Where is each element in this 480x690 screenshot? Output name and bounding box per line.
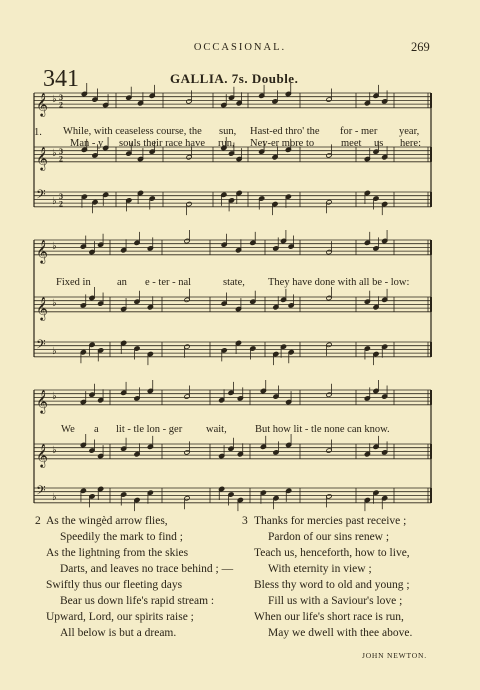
flat-sign: ♭ xyxy=(52,298,57,309)
treble-clef: 𝄞 xyxy=(36,388,48,413)
stanza-3-line: Thanks for mercies past receive ; xyxy=(254,515,407,527)
bass-clef: 𝄢 xyxy=(36,337,46,355)
stanza-3-line: Fill us with a Saviour's love ; xyxy=(268,595,403,607)
running-title: OCCASIONAL. xyxy=(193,42,287,53)
time-signature: 2 xyxy=(59,100,63,110)
lyric: run, xyxy=(218,138,235,149)
flat-sign: ♭ xyxy=(52,94,57,105)
flat-sign: ♭ xyxy=(52,346,57,357)
lyric: year, xyxy=(399,126,420,137)
author-credit: JOHN NEWTON. xyxy=(362,651,427,660)
time-signature: 3 xyxy=(59,147,63,156)
lyric: an xyxy=(117,277,127,288)
lyric: for - mer xyxy=(340,126,378,137)
time-signature: 3 xyxy=(59,93,63,102)
flat-sign: ♭ xyxy=(52,492,57,503)
flat-sign: ♭ xyxy=(52,241,57,252)
lyric: wait, xyxy=(206,424,227,435)
lyric: But how lit - tle none can know. xyxy=(255,424,390,435)
stanza-2-line: As the lightning from the skies xyxy=(46,547,189,559)
lyric: here: xyxy=(400,138,421,149)
stanza-2-line: Upward, Lord, our spirits raise ; xyxy=(46,611,194,623)
stanza-2-number: 2 xyxy=(35,515,41,527)
stanza-3-line: Pardon of our sins renew ; xyxy=(268,531,390,543)
time-signature: 2 xyxy=(59,199,63,209)
stanza-3-line: Bless thy word to old and young ; xyxy=(254,579,410,591)
lyric: Hast-ed thro' the xyxy=(250,126,320,137)
hymn-number: 341 xyxy=(43,66,79,92)
stanza-3-line: When our life's short race is run, xyxy=(254,611,404,623)
stanza-2-line: Bear us down life's rapid stream : xyxy=(60,595,215,607)
stanza-2-line: Speedily the mark to find ; xyxy=(60,531,183,543)
lyric: state, xyxy=(223,277,245,288)
stanza-2-line: Swiftly thus our fleeting days xyxy=(46,579,183,591)
stanza-2-line: As the wingèd arrow flies, xyxy=(46,515,168,527)
lyric: us xyxy=(374,138,384,149)
flat-sign: ♭ xyxy=(52,391,57,402)
verse-number: 1. xyxy=(34,127,42,138)
lyric: Fixed in xyxy=(56,277,91,288)
lyric: souls their race have xyxy=(119,138,206,149)
tune-title: GALLIA. 7s. Double. xyxy=(170,71,299,86)
time-signature: 2 xyxy=(59,154,63,164)
lyric: lit - tle lon - ger xyxy=(116,424,183,435)
lyric: e - ter - nal xyxy=(145,277,192,288)
stanza-3-line: Teach us, henceforth, how to live, xyxy=(254,547,410,559)
stanza-2-line: All below is but a dream. xyxy=(60,627,177,639)
lyric: We xyxy=(61,424,75,435)
lyric: While, with ceaseless course, the xyxy=(63,126,202,137)
time-signature: 3 xyxy=(59,192,63,201)
lyric: meet xyxy=(341,138,362,149)
page-number: 269 xyxy=(411,40,430,54)
treble-clef: 𝄞 xyxy=(36,442,48,467)
stanza-2-line: Darts, and leaves no trace behind ; — xyxy=(60,563,234,575)
lyric: Nev-er more to xyxy=(250,138,315,149)
treble-clef: 𝄞 xyxy=(36,145,48,170)
stanza-3-number: 3 xyxy=(242,515,248,527)
flat-sign: ♭ xyxy=(52,445,57,456)
bass-clef: 𝄢 xyxy=(36,483,46,501)
stanza-3-line: May we dwell with thee above. xyxy=(268,627,413,639)
lyric: Man - y xyxy=(70,138,104,149)
treble-clef: 𝄞 xyxy=(36,91,48,116)
lyric: a xyxy=(94,424,99,435)
lyric: They have done with all be - low: xyxy=(268,277,410,288)
flat-sign: ♭ xyxy=(52,196,57,207)
treble-clef: 𝄞 xyxy=(36,238,48,263)
stanza-3-line: With eternity in view ; xyxy=(268,563,372,575)
lyric: sun, xyxy=(219,126,237,137)
flat-sign: ♭ xyxy=(52,148,57,159)
bass-clef: 𝄢 xyxy=(36,187,46,205)
treble-clef: 𝄞 xyxy=(36,295,48,320)
